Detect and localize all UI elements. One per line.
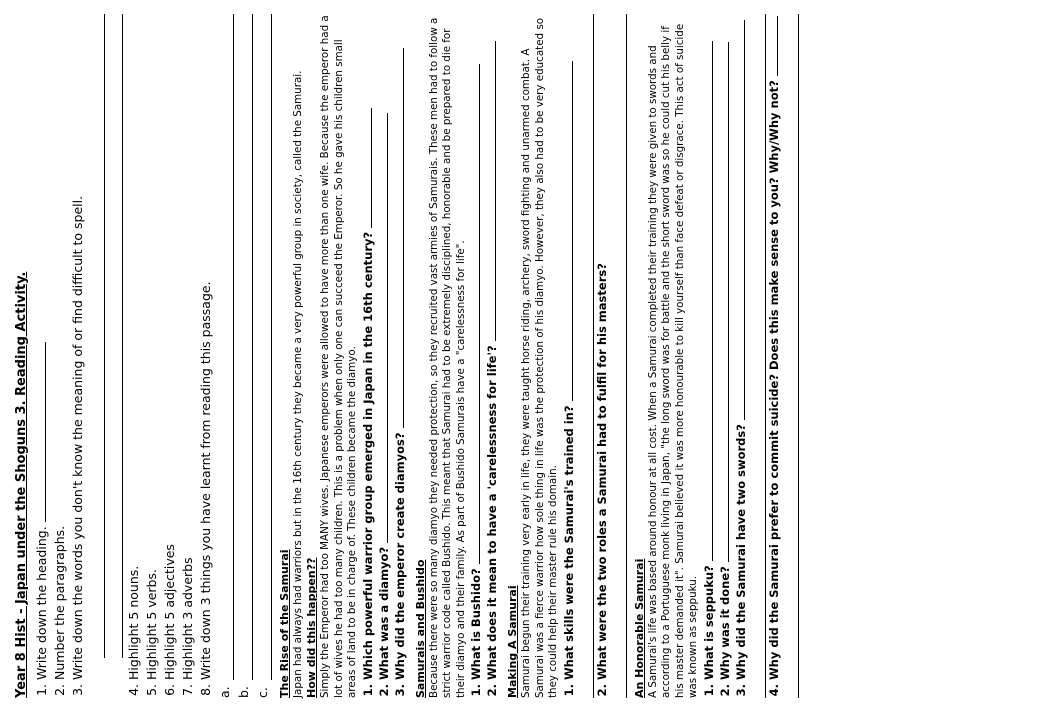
answer-line[interactable] — [219, 14, 234, 680]
question-list — [561, 14, 577, 698]
paragraph: A Samurai's life was based around honour at all cost. When a Samurai completed their training they were given to swords and according to a Portuguese monk living in Japan, "the long sword was for battle and the short sword was so he could cut his belly if his master demanded it". Samurai believed it was more honourable to kill yourself than face defeat or disgrace. This act of suicide was known as seppuku. — [646, 23, 699, 698]
section-honourable — [633, 14, 799, 698]
answer-line[interactable] — [577, 14, 594, 698]
section-heading: An Honorable Samurai — [632, 558, 646, 698]
learnt-list — [215, 14, 272, 698]
learnt-item: a. — [215, 14, 234, 698]
question-item: 3. Why did the emperor create diamyos? — [392, 14, 408, 680]
instruction-item: 6. Highlight 5 adjectives — [161, 14, 179, 680]
answer-line[interactable] — [87, 14, 105, 658]
instruction-item: 4. Highlight 5 nouns. — [125, 14, 143, 680]
question-item: 2. What was a diamyo? — [376, 14, 392, 680]
instruction-item: 5. Highlight 5 verbs. — [143, 14, 161, 680]
answer-line[interactable] — [392, 48, 404, 428]
page-title: Year 8 Hist - Japan under the Shoguns 3. Reading Activity. — [14, 271, 29, 698]
question-item: 2. Why was it done? — [717, 14, 733, 680]
answer-line[interactable] — [105, 14, 123, 658]
answer-line[interactable] — [782, 14, 799, 698]
section-bushido — [414, 14, 501, 698]
answer-line[interactable] — [238, 14, 253, 680]
section-heading: Samurais and Bushido — [413, 559, 427, 698]
answer-line[interactable] — [561, 61, 573, 401]
answer-line[interactable] — [610, 14, 627, 698]
instruction-item: 7. Highlight 3 adverbs — [179, 14, 197, 680]
question-item: 1. What skills were the Samurai's trained in? — [561, 14, 577, 680]
learnt-item: c. — [253, 14, 272, 698]
instruction-item: 3. Write down the words you don't know the meaning of or find difficult to spell. — [69, 14, 87, 680]
answer-line[interactable] — [468, 64, 480, 564]
question-list — [766, 14, 782, 698]
question-item: 4. Why did the Samurai prefer to commit suicide? Does this make sense to you? Why/Why not? — [766, 14, 782, 680]
question-list — [594, 14, 610, 698]
question-list — [468, 14, 500, 698]
question-list — [360, 14, 408, 698]
answer-line[interactable] — [717, 42, 729, 562]
section-rise — [278, 14, 408, 698]
answer-line[interactable] — [749, 14, 766, 698]
answer-line[interactable] — [733, 20, 745, 420]
section-heading: Making A Samurai — [506, 585, 519, 698]
paragraph: Because there were so many diamyo they needed protection, so they recruited vast armies of Samurais. These men had to follow a strict warrior code called Bushido. This meant that Samurai had to be extremely disciplined, honorable and be prepared to die for their diamyo and their family. As part of Bushido Samurais have a "carelessness for life". — [427, 17, 467, 698]
question-item: 2. What were the two roles a Samurai had to fulfil for his masters? — [594, 14, 610, 680]
question-item: 1. What is Bushido? — [468, 14, 484, 680]
section-subheading: How did this happen?? — [305, 557, 318, 698]
paragraph: Simply the Emperor had too MANY wives. Japanese emperors were allowed to have more than one wife. Because the emperor had a lot of wives he had too many children. This is a problem when only one can succeed the Emperor. So he gave his children small areas of land to be in charge of. These children became the diamyo. — [319, 15, 358, 698]
question-item: 1. What is seppuku? — [701, 14, 717, 680]
learnt-item: b. — [234, 14, 253, 698]
answer-line[interactable] — [34, 342, 46, 522]
question-list — [701, 14, 749, 698]
question-item: 2. What does it mean to have a 'carelessness for life'? — [484, 14, 500, 680]
instruction-item: 1. Write down the heading. — [33, 14, 51, 680]
answer-line[interactable] — [484, 41, 496, 341]
instruction-list-a — [33, 14, 87, 698]
section-heading: The Rise of the Samurai — [277, 549, 291, 698]
paragraph: Samurai begun their training very early in life, they were taught horse riding, archery, sword fighting and unarmed combat. A Samurai was a fierce warrior how sole thing in life was the protection of his diamyo. However, they also had to be very educated so they could help their master rule his domain. — [520, 18, 559, 698]
answer-line[interactable] — [766, 16, 778, 76]
section-making — [506, 14, 627, 698]
question-item: 3. Why did the Samurai have two swords? — [733, 14, 749, 680]
instruction-item: 8. Write down 3 things you have learnt from reading this passage. — [197, 14, 215, 680]
paragraph: Japan had always had warriors but in the 16th century they became a very powerful group in society, called the Samurai. — [291, 70, 304, 698]
answer-line[interactable] — [257, 14, 272, 680]
answer-line[interactable] — [701, 41, 713, 561]
answer-line[interactable] — [360, 108, 372, 228]
answer-line[interactable] — [376, 113, 388, 543]
instruction-list-b — [125, 14, 215, 698]
question-item: 1. Which powerful warrior group emerged in Japan in the 16th century? — [360, 14, 376, 680]
instruction-item: 2. Number the paragraphs. — [51, 14, 69, 680]
